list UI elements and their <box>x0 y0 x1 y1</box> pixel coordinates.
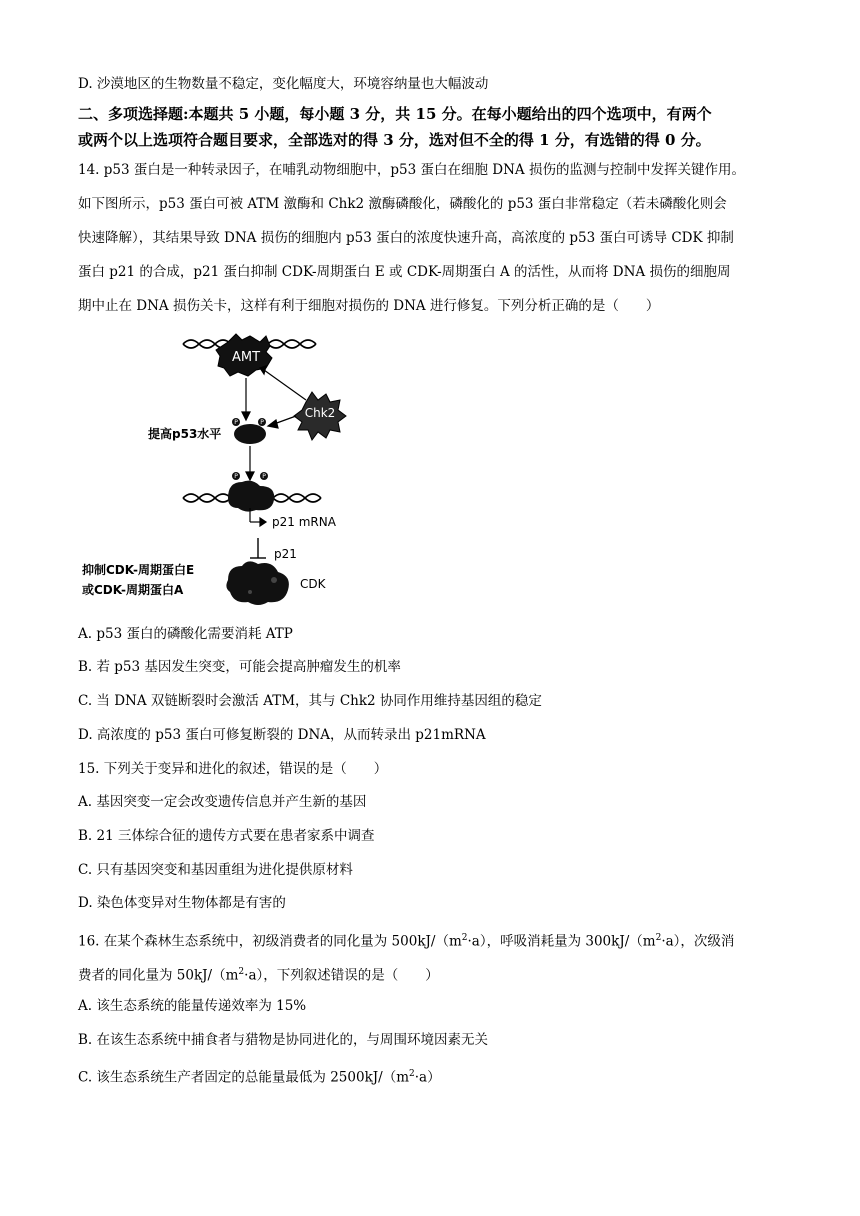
section-heading-1: 二、多项选择题:本题共 5 小题，每小题 3 分，共 15 分。在每小题给出的四个选项中，有两个 <box>78 105 712 123</box>
p53-protein <box>232 418 266 444</box>
q16-stem-2a: 费者的同化量为 50kJ/（m <box>78 967 239 984</box>
superscript-2: 2 <box>238 967 245 977</box>
inhibit-label-2: 或CDK-周期蛋白A <box>82 583 184 597</box>
p53-pathway-diagram <box>78 326 378 616</box>
q16-stem-1a: 16. 在某个森林生态系统中，初级消费者的同化量为 500kJ/（m <box>78 933 462 950</box>
inhibit-label-1: 抑制CDK-周期蛋白E <box>82 563 195 577</box>
q14-option-b: B. 若 p53 基因发生突变，可能会提高肿瘤发生的机率 <box>78 659 401 675</box>
amt-label: AMT <box>231 350 261 365</box>
q16-stem-1b: ·a），呼吸消耗量为 300kJ/（m <box>467 933 656 950</box>
q16-stem-2 <box>78 962 798 986</box>
superscript-2: 2 <box>409 1069 415 1079</box>
q16-stem-1 <box>78 928 798 952</box>
p21-label: p21 <box>274 547 297 561</box>
q14-stem-4: 蛋白 p21 的合成，p21 蛋白抑制 CDK-周期蛋白 E 或 CDK-周期蛋白 A 的活性，从而将 DNA 损伤的细胞周 <box>78 264 731 280</box>
line-prev-option-d: D. 沙漠地区的生物数量不稳定，变化幅度大，环境容纳量也大幅波动 <box>78 76 489 92</box>
superscript-2: 2 <box>461 933 468 943</box>
q16-stem-2b: ·a），下列叙述错误的是（ ） <box>244 967 439 984</box>
q15-option-b: B. 21 三体综合征的遗传方式要在患者家系中调查 <box>78 828 375 844</box>
q16-option-c <box>78 1064 798 1088</box>
q16-option-c-unit: ·a） <box>414 1069 441 1086</box>
inhibition-bar <box>250 538 266 558</box>
q14-stem-2: 如下图所示，p53 蛋白可被 ATM 激酶和 Chk2 激酶磷酸化，磷酸化的 p53 蛋白非常稳定（若未磷酸化则会 <box>78 196 727 212</box>
chk2-label: Chk2 <box>304 406 336 420</box>
cdk-complex <box>226 561 288 605</box>
chk2-blob <box>294 392 346 440</box>
q15-option-c: C. 只有基因突变和基因重组为进化提供原材料 <box>78 862 353 878</box>
q16-stem-1c: ·a），次级消 <box>661 933 735 950</box>
phosphate-label-2: P <box>260 419 264 426</box>
q14-option-a: A. p53 蛋白的磷酸化需要消耗 ATP <box>78 626 293 642</box>
q15-option-a: A. 基因突变一定会改变遗传信息并产生新的基因 <box>78 794 367 810</box>
arrows <box>242 366 306 480</box>
p21-mrna-label: p21 mRNA <box>272 515 336 529</box>
q14-stem-1: 14. p53 蛋白是一种转录因子，在哺乳动物细胞中，p53 蛋白在细胞 DNA 损伤的监测与控制中发挥关键作用。 <box>78 162 745 178</box>
phosphate-label-1: P <box>234 419 238 426</box>
phosphate-label-4: P <box>262 473 266 480</box>
q14-stem-5: 期中止在 DNA 损伤关卡，这样有利于细胞对损伤的 DNA 进行修复。下列分析正确的是（ ） <box>78 298 660 314</box>
q14-option-c: C. 当 DNA 双链断裂时会激活 ATM，其与 Chk2 协同作用维持基因组的稳定 <box>78 693 542 709</box>
q16-option-a: A. 该生态系统的能量传递效率为 15% <box>78 998 307 1014</box>
q16-option-c-text: C. 该生态系统生产者固定的总能量最低为 2500kJ/（m <box>78 1069 410 1086</box>
superscript-2: 2 <box>655 933 662 943</box>
q14-stem-3: 快速降解），其结果导致 DNA 损伤的细胞内 p53 蛋白的浓度快速升高，高浓度的 p53 蛋白可诱导 CDK 抑制 <box>78 230 734 246</box>
phosphate-label-3: P <box>234 473 238 480</box>
cdk-label: CDK <box>300 577 326 591</box>
raise-p53-label: 提高p53水平 <box>148 427 222 441</box>
q15-stem: 15. 下列关于变异和进化的叙述，错误的是（ ） <box>78 761 388 777</box>
q15-option-d: D. 染色体变异对生物体都是有害的 <box>78 895 286 911</box>
q16-option-b: B. 在该生态系统中捕食者与猎物是协同进化的，与周围环境因素无关 <box>78 1032 489 1048</box>
q14-option-d: D. 高浓度的 p53 蛋白可修复断裂的 DNA，从而转录出 p21mRNA <box>78 727 486 743</box>
section-heading-2: 或两个以上选项符合题目要求，全部选对的得 3 分，选对但不全的得 1 分，有选错的得 0 分。 <box>78 131 711 149</box>
